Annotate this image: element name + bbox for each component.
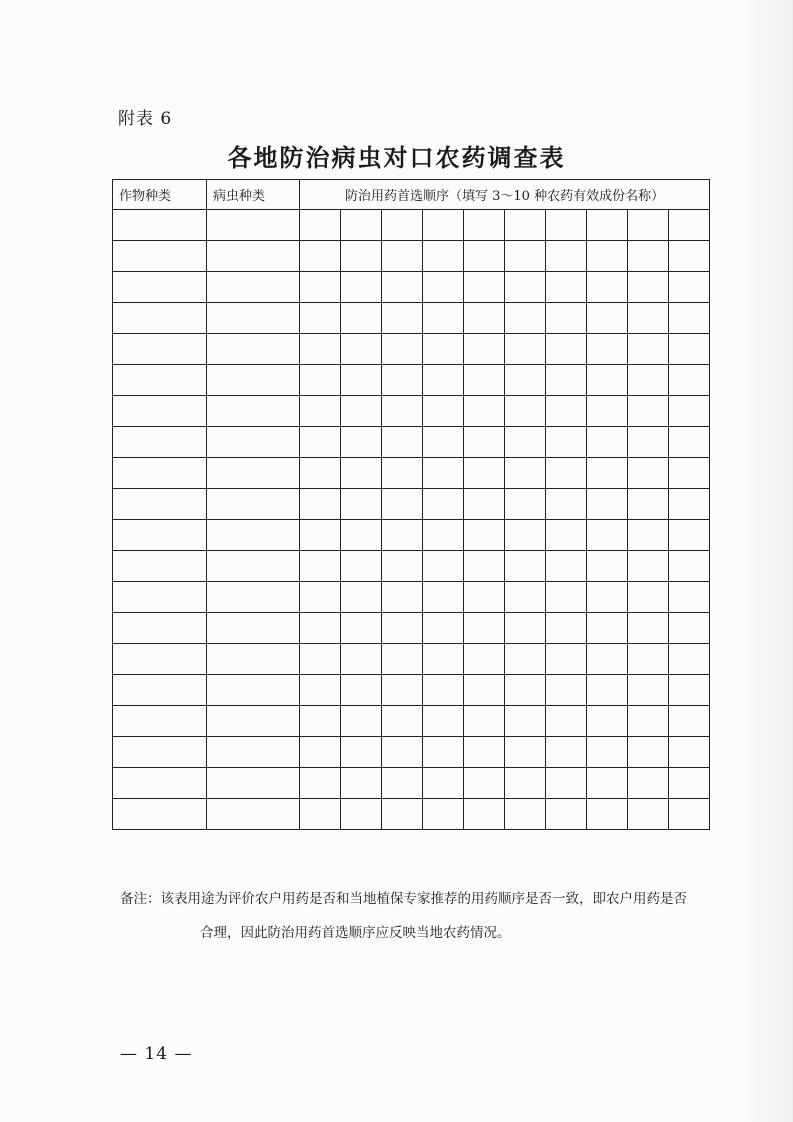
table-row — [113, 737, 710, 768]
pesticide-survey-table — [112, 179, 710, 830]
pesticide-cell — [423, 458, 464, 489]
pesticide-cell — [423, 613, 464, 644]
pesticide-cell — [587, 210, 628, 241]
crop-cell — [113, 768, 207, 799]
table-row — [113, 334, 710, 365]
pesticide-cell — [382, 303, 423, 334]
pesticide-cell — [669, 675, 710, 706]
pesticide-cell — [628, 334, 669, 365]
pesticide-cell — [587, 458, 628, 489]
pesticide-cell — [628, 551, 669, 582]
pest-cell — [207, 303, 300, 334]
pesticide-cell — [628, 799, 669, 830]
pest-cell — [207, 365, 300, 396]
pesticide-cell — [587, 489, 628, 520]
pesticide-cell — [505, 396, 546, 427]
pesticide-cell — [587, 427, 628, 458]
pest-cell — [207, 520, 300, 551]
pesticide-cell — [382, 334, 423, 365]
pesticide-cell — [669, 551, 710, 582]
pesticide-cell — [382, 272, 423, 303]
table-row — [113, 675, 710, 706]
pesticide-cell — [546, 675, 587, 706]
pesticide-cell — [423, 365, 464, 396]
pesticide-cell — [341, 427, 382, 458]
pesticide-cell — [300, 613, 341, 644]
pesticide-cell — [505, 706, 546, 737]
pesticide-cell — [587, 303, 628, 334]
pesticide-cell — [464, 520, 505, 551]
pesticide-cell — [341, 706, 382, 737]
pesticide-cell — [546, 644, 587, 675]
footnote — [120, 882, 720, 950]
pesticide-cell — [587, 396, 628, 427]
pesticide-cell — [587, 365, 628, 396]
pesticide-cell — [669, 365, 710, 396]
pesticide-cell — [341, 458, 382, 489]
pesticide-cell — [382, 675, 423, 706]
pesticide-cell — [300, 458, 341, 489]
pesticide-cell — [382, 396, 423, 427]
table-row — [113, 489, 710, 520]
pesticide-cell — [341, 520, 382, 551]
pest-cell — [207, 644, 300, 675]
pesticide-cell — [382, 241, 423, 272]
crop-cell — [113, 396, 207, 427]
pesticide-cell — [628, 210, 669, 241]
pesticide-cell — [341, 241, 382, 272]
pesticide-cell — [669, 737, 710, 768]
pesticide-cell — [587, 675, 628, 706]
pesticide-cell — [669, 427, 710, 458]
pesticide-cell — [628, 303, 669, 334]
pesticide-cell — [300, 582, 341, 613]
table-row — [113, 768, 710, 799]
crop-cell — [113, 520, 207, 551]
pesticide-cell — [464, 799, 505, 830]
pesticide-cell — [300, 520, 341, 551]
table-row — [113, 582, 710, 613]
pesticide-cell — [669, 458, 710, 489]
pesticide-cell — [464, 768, 505, 799]
crop-cell — [113, 799, 207, 830]
pesticide-cell — [341, 737, 382, 768]
pesticide-cell — [628, 520, 669, 551]
pesticide-cell — [464, 303, 505, 334]
pesticide-cell — [300, 272, 341, 303]
pesticide-cell — [669, 644, 710, 675]
pesticide-cell — [505, 675, 546, 706]
crop-cell — [113, 551, 207, 582]
crop-cell — [113, 272, 207, 303]
pesticide-cell — [628, 241, 669, 272]
pesticide-cell — [546, 799, 587, 830]
pest-cell — [207, 768, 300, 799]
crop-cell — [113, 427, 207, 458]
pesticide-cell — [628, 675, 669, 706]
pesticide-cell — [628, 458, 669, 489]
footnote-line-1: 备注：该表用途为评价农户用药是否和当地植保专家推荐的用药顺序是否一致，即农户用药是否 — [120, 891, 687, 907]
pesticide-cell — [464, 396, 505, 427]
pesticide-cell — [587, 272, 628, 303]
pesticide-cell — [423, 396, 464, 427]
pesticide-cell — [423, 551, 464, 582]
crop-cell — [113, 241, 207, 272]
pesticide-cell — [546, 427, 587, 458]
pesticide-cell — [300, 799, 341, 830]
pesticide-cell — [546, 706, 587, 737]
pesticide-cell — [464, 737, 505, 768]
pesticide-cell — [341, 675, 382, 706]
crop-cell — [113, 334, 207, 365]
crop-cell — [113, 582, 207, 613]
pesticide-cell — [464, 706, 505, 737]
pesticide-cell — [341, 613, 382, 644]
pesticide-cell — [341, 799, 382, 830]
pesticide-cell — [669, 613, 710, 644]
crop-cell — [113, 613, 207, 644]
pesticide-cell — [628, 706, 669, 737]
pest-cell — [207, 551, 300, 582]
pest-cell — [207, 241, 300, 272]
pesticide-cell — [628, 272, 669, 303]
pesticide-cell — [587, 334, 628, 365]
pest-cell — [207, 675, 300, 706]
pesticide-cell — [628, 489, 669, 520]
pesticide-cell — [628, 613, 669, 644]
pesticide-cell — [546, 458, 587, 489]
pesticide-cell — [300, 241, 341, 272]
crop-cell — [113, 675, 207, 706]
pesticide-cell — [423, 334, 464, 365]
pesticide-cell — [423, 272, 464, 303]
pesticide-cell — [546, 737, 587, 768]
pesticide-cell — [669, 582, 710, 613]
pesticide-cell — [505, 582, 546, 613]
pesticide-cell — [423, 799, 464, 830]
table-row — [113, 241, 710, 272]
pesticide-cell — [382, 799, 423, 830]
pesticide-cell — [423, 303, 464, 334]
header-crop-type: 作物种类 — [113, 180, 207, 210]
pest-cell — [207, 427, 300, 458]
pesticide-cell — [464, 210, 505, 241]
pest-cell — [207, 272, 300, 303]
pesticide-cell — [464, 365, 505, 396]
pesticide-cell — [382, 365, 423, 396]
pesticide-cell — [423, 241, 464, 272]
pesticide-cell — [669, 799, 710, 830]
pesticide-cell — [505, 334, 546, 365]
pesticide-cell — [628, 768, 669, 799]
pesticide-cell — [300, 551, 341, 582]
pesticide-cell — [464, 551, 505, 582]
pesticide-cell — [300, 675, 341, 706]
pesticide-cell — [505, 365, 546, 396]
pesticide-cell — [341, 210, 382, 241]
pesticide-cell — [587, 582, 628, 613]
pesticide-cell — [382, 520, 423, 551]
pesticide-cell — [669, 768, 710, 799]
pesticide-cell — [505, 644, 546, 675]
pesticide-cell — [546, 489, 587, 520]
pesticide-cell — [464, 644, 505, 675]
table-row — [113, 396, 710, 427]
pesticide-cell — [300, 427, 341, 458]
pesticide-cell — [423, 644, 464, 675]
pesticide-cell — [587, 613, 628, 644]
pesticide-cell — [464, 427, 505, 458]
pesticide-cell — [628, 365, 669, 396]
pesticide-cell — [546, 613, 587, 644]
pesticide-cell — [341, 489, 382, 520]
crop-cell — [113, 489, 207, 520]
table-row — [113, 272, 710, 303]
pesticide-cell — [423, 768, 464, 799]
table-row — [113, 551, 710, 582]
pest-cell — [207, 582, 300, 613]
pesticide-cell — [587, 551, 628, 582]
pesticide-cell — [505, 551, 546, 582]
header-pesticide-order: 防治用药首选顺序（填写 3～10 种农药有效成份名称） — [300, 180, 710, 210]
pesticide-cell — [382, 613, 423, 644]
pesticide-cell — [505, 458, 546, 489]
pest-cell — [207, 613, 300, 644]
pesticide-cell — [505, 737, 546, 768]
pesticide-cell — [505, 613, 546, 644]
pest-cell — [207, 737, 300, 768]
pesticide-cell — [546, 303, 587, 334]
pesticide-cell — [505, 489, 546, 520]
pesticide-cell — [300, 396, 341, 427]
pesticide-cell — [505, 768, 546, 799]
pesticide-cell — [546, 396, 587, 427]
pesticide-cell — [669, 489, 710, 520]
pesticide-cell — [300, 365, 341, 396]
page-number: — 14 — — [120, 1044, 193, 1064]
pesticide-cell — [464, 241, 505, 272]
footnote-line-2: 合理，因此防治用药首选顺序应反映当地农药情况。 — [200, 925, 511, 941]
pesticide-cell — [464, 675, 505, 706]
pesticide-cell — [505, 520, 546, 551]
pesticide-cell — [382, 644, 423, 675]
pesticide-cell — [587, 706, 628, 737]
pesticide-cell — [587, 799, 628, 830]
table-row — [113, 365, 710, 396]
pest-cell — [207, 210, 300, 241]
pesticide-cell — [423, 706, 464, 737]
pesticide-cell — [423, 520, 464, 551]
pest-cell — [207, 334, 300, 365]
table-row — [113, 427, 710, 458]
pesticide-cell — [382, 489, 423, 520]
pesticide-cell — [587, 241, 628, 272]
pesticide-cell — [341, 644, 382, 675]
pesticide-cell — [300, 737, 341, 768]
pesticide-cell — [382, 706, 423, 737]
pesticide-cell — [382, 427, 423, 458]
header-pest-type: 病虫种类 — [207, 180, 300, 210]
pesticide-cell — [382, 768, 423, 799]
table-row — [113, 520, 710, 551]
pesticide-cell — [423, 489, 464, 520]
pesticide-cell — [669, 241, 710, 272]
table-row — [113, 706, 710, 737]
pesticide-cell — [341, 303, 382, 334]
table-row — [113, 644, 710, 675]
pesticide-cell — [587, 768, 628, 799]
table-row — [113, 303, 710, 334]
pesticide-cell — [587, 737, 628, 768]
pesticide-cell — [464, 613, 505, 644]
pesticide-cell — [628, 396, 669, 427]
pesticide-cell — [382, 582, 423, 613]
pesticide-cell — [546, 582, 587, 613]
table-body — [113, 210, 710, 830]
pesticide-cell — [546, 520, 587, 551]
table-header-row — [113, 180, 710, 210]
crop-cell — [113, 737, 207, 768]
pesticide-cell — [505, 210, 546, 241]
pesticide-cell — [341, 365, 382, 396]
pesticide-cell — [628, 582, 669, 613]
table-row — [113, 210, 710, 241]
pesticide-cell — [423, 737, 464, 768]
pest-cell — [207, 706, 300, 737]
pesticide-cell — [300, 210, 341, 241]
pesticide-cell — [300, 644, 341, 675]
pesticide-cell — [341, 272, 382, 303]
pesticide-cell — [505, 799, 546, 830]
pesticide-cell — [505, 272, 546, 303]
crop-cell — [113, 365, 207, 396]
pesticide-cell — [546, 241, 587, 272]
pesticide-cell — [628, 737, 669, 768]
pesticide-cell — [464, 489, 505, 520]
pesticide-cell — [505, 241, 546, 272]
pest-cell — [207, 799, 300, 830]
pesticide-cell — [505, 303, 546, 334]
pest-cell — [207, 489, 300, 520]
pesticide-cell — [423, 427, 464, 458]
pesticide-cell — [300, 334, 341, 365]
table-row — [113, 799, 710, 830]
pesticide-cell — [423, 675, 464, 706]
pesticide-cell — [423, 210, 464, 241]
crop-cell — [113, 303, 207, 334]
pesticide-cell — [300, 768, 341, 799]
table-row — [113, 613, 710, 644]
pesticide-cell — [669, 303, 710, 334]
pesticide-cell — [669, 396, 710, 427]
pesticide-cell — [382, 210, 423, 241]
pesticide-cell — [300, 303, 341, 334]
pesticide-cell — [669, 210, 710, 241]
attachment-label: 附表 6 — [118, 109, 173, 129]
pesticide-cell — [546, 365, 587, 396]
pesticide-cell — [382, 458, 423, 489]
pesticide-cell — [341, 768, 382, 799]
pesticide-cell — [669, 334, 710, 365]
pesticide-cell — [546, 551, 587, 582]
pesticide-cell — [300, 706, 341, 737]
pesticide-cell — [546, 768, 587, 799]
pesticide-cell — [341, 551, 382, 582]
pesticide-cell — [628, 427, 669, 458]
pesticide-cell — [423, 582, 464, 613]
pesticide-cell — [628, 644, 669, 675]
pesticide-cell — [464, 582, 505, 613]
pesticide-cell — [587, 520, 628, 551]
pesticide-cell — [464, 458, 505, 489]
pesticide-cell — [341, 582, 382, 613]
pesticide-cell — [382, 551, 423, 582]
pest-cell — [207, 396, 300, 427]
pesticide-cell — [464, 334, 505, 365]
pesticide-cell — [464, 272, 505, 303]
pesticide-cell — [546, 334, 587, 365]
pesticide-cell — [341, 334, 382, 365]
table-row — [113, 458, 710, 489]
pest-cell — [207, 458, 300, 489]
crop-cell — [113, 706, 207, 737]
pesticide-cell — [669, 706, 710, 737]
pesticide-cell — [546, 272, 587, 303]
crop-cell — [113, 210, 207, 241]
pesticide-cell — [300, 489, 341, 520]
pesticide-cell — [669, 520, 710, 551]
crop-cell — [113, 644, 207, 675]
pesticide-cell — [669, 272, 710, 303]
pesticide-cell — [341, 396, 382, 427]
pesticide-cell — [587, 644, 628, 675]
pesticide-cell — [505, 427, 546, 458]
crop-cell — [113, 458, 207, 489]
document-title: 各地防治病虫对口农药调查表 — [227, 144, 566, 172]
pesticide-cell — [382, 737, 423, 768]
pesticide-cell — [546, 210, 587, 241]
